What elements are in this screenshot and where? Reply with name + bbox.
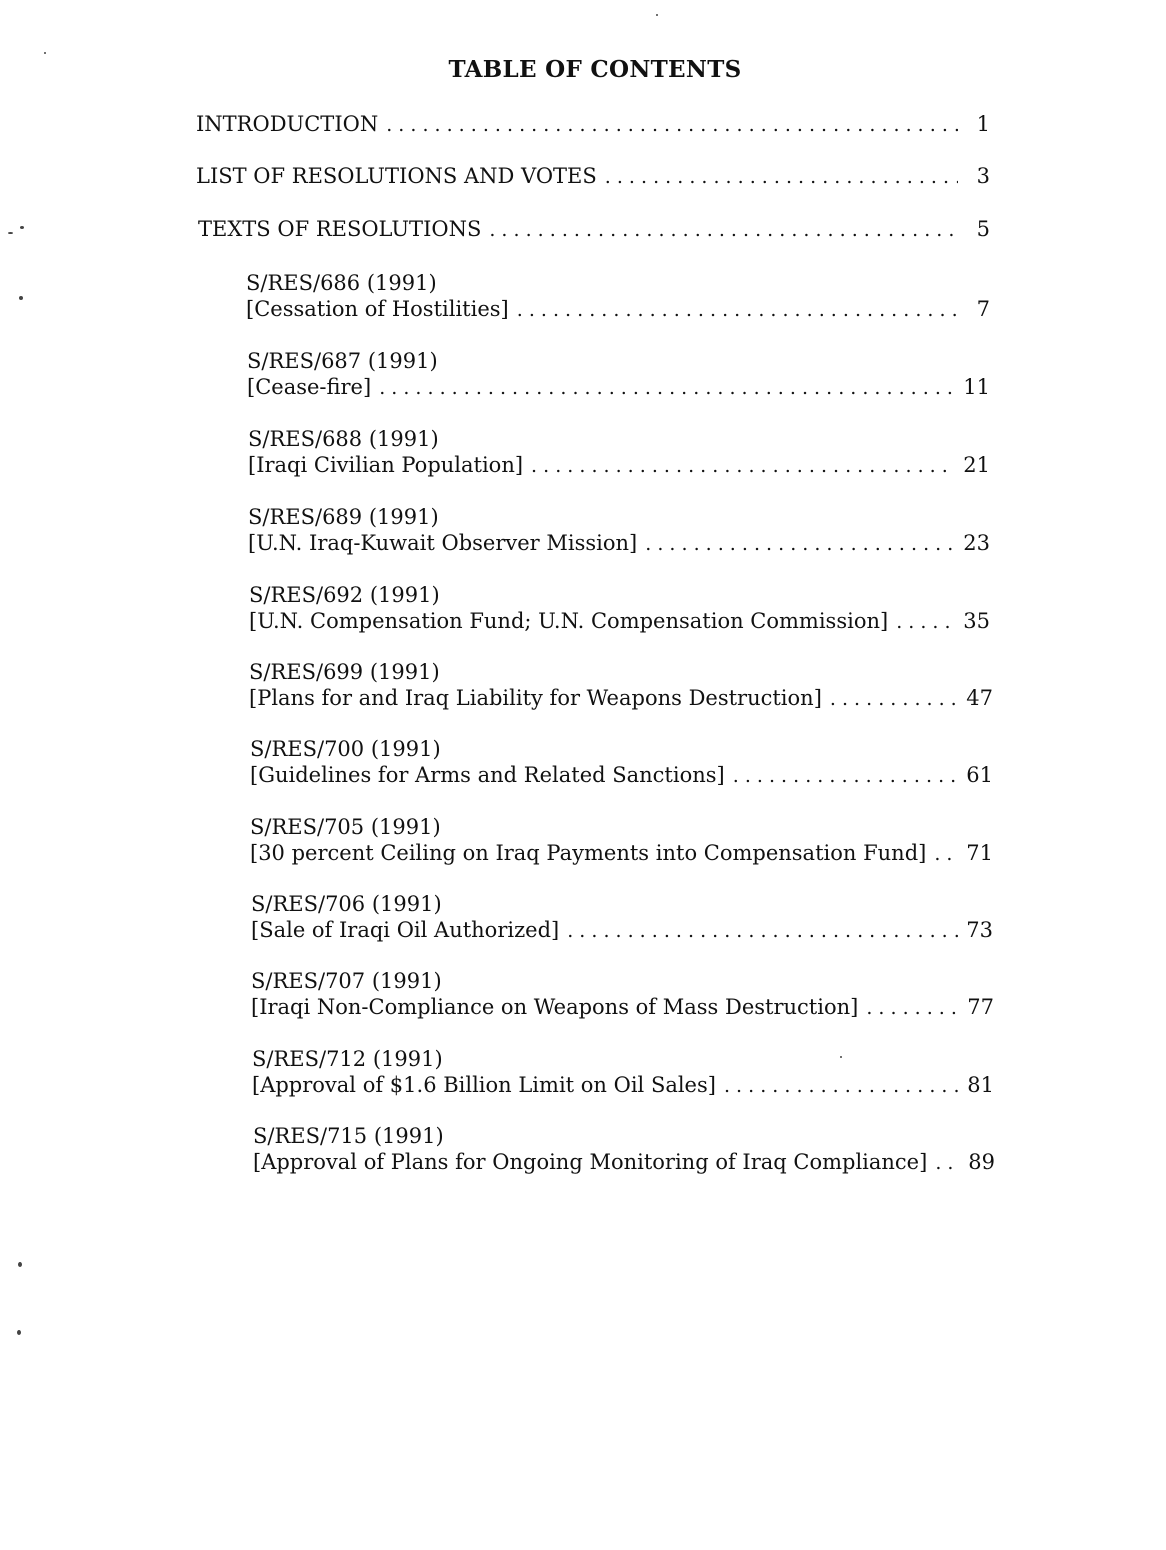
dot-leader [517,297,958,323]
dot-leader [379,375,955,401]
resolution-title: [Plans for and Iraq Liability for Weapons Destruction] [249,686,822,710]
dot-leader [489,219,958,241]
resolution-line [252,1072,994,1099]
scan-speck [44,52,46,54]
toc-resolution-705[interactable] [250,814,993,867]
dot-leader [605,166,958,188]
resolution-line [249,608,990,635]
dot-leader [830,686,958,712]
resolution-id: S/RES/715 (1991) [253,1124,444,1148]
dot-leader [935,1150,960,1176]
resolution-line [248,452,990,479]
resolution-line [246,296,990,323]
dot-leader [896,609,955,635]
resolution-id: S/RES/712 (1991) [252,1047,443,1071]
resolution-id: S/RES/687 (1991) [247,349,438,373]
resolution-id: S/RES/699 (1991) [249,660,440,684]
dot-leader [724,1073,959,1099]
toc-entry-label: TEXTS OF RESOLUTIONS [198,217,482,241]
toc-entry-label: INTRODUCTION [196,112,379,136]
scan-speck [17,1330,21,1335]
resolution-line [253,1149,995,1176]
scan-speck [656,14,658,16]
resolution-page: 77 [967,995,994,1019]
resolution-id: S/RES/688 (1991) [248,427,439,451]
resolution-title: [Sale of Iraqi Oil Authorized] [251,918,560,942]
resolution-title: [Approval of $1.6 Billion Limit on Oil Sales] [252,1073,716,1097]
scan-speck [18,1262,22,1267]
scan-speck [19,296,23,300]
resolution-page: 81 [967,1073,994,1097]
toc-resolution-692[interactable] [249,582,990,635]
toc-resolution-687[interactable] [247,348,990,401]
resolution-page: 23 [963,531,990,555]
resolution-title: [Iraqi Non-Compliance on Weapons of Mass Destruction] [251,995,859,1019]
dot-leader [934,841,958,867]
resolution-page: 61 [966,763,993,787]
toc-entry-page: 1 [976,112,990,136]
toc-resolution-689[interactable] [248,504,990,557]
toc-resolution-688[interactable] [248,426,990,479]
scan-speck [8,232,13,234]
resolution-line [248,530,990,557]
resolution-page: 47 [966,686,993,710]
resolution-line [247,374,990,401]
resolution-page: 35 [963,609,990,633]
toc-entry-label: LIST OF RESOLUTIONS AND VOTES [196,164,597,188]
toc-entry-introduction[interactable] [196,112,990,136]
resolution-line [251,917,993,944]
resolution-id: S/RES/700 (1991) [250,737,441,761]
dot-leader [531,453,955,479]
resolution-id: S/RES/707 (1991) [251,969,442,993]
scan-speck [20,226,24,229]
resolution-title: [Cessation of Hostilities] [246,297,509,321]
resolution-title: [30 percent Ceiling on Iraq Payments into Compensation Fund] [250,841,927,865]
toc-resolution-686[interactable] [246,270,990,323]
resolution-id: S/RES/705 (1991) [250,815,441,839]
resolution-title: [U.N. Iraq-Kuwait Observer Mission] [248,531,638,555]
toc-resolution-699[interactable] [249,659,993,712]
dot-leader [733,763,959,789]
toc-resolution-712[interactable] [252,1046,994,1099]
toc-entry-list-of-resolutions[interactable] [196,164,990,188]
resolution-page: 71 [966,841,993,865]
dot-leader [866,995,959,1021]
resolution-page: 21 [963,453,990,477]
resolution-page: 11 [963,375,990,399]
toc-resolution-707[interactable] [251,968,994,1021]
resolution-line [251,994,994,1021]
resolution-title: [Cease-fire] [247,375,372,399]
resolution-title: [U.N. Compensation Fund; U.N. Compensation Commission] [249,609,889,633]
toc-entry-texts-of-resolutions[interactable] [198,217,990,241]
resolution-line [249,685,993,712]
toc-resolution-715[interactable] [253,1123,995,1176]
resolution-page: 73 [966,918,993,942]
scan-speck [840,1056,842,1058]
resolution-title: [Approval of Plans for Ongoing Monitoring of Iraq Compliance] [253,1150,928,1174]
resolution-id: S/RES/692 (1991) [249,583,440,607]
dot-leader [386,114,958,136]
resolution-id: S/RES/689 (1991) [248,505,439,529]
resolution-title: [Guidelines for Arms and Related Sanctions] [250,763,725,787]
resolution-id: S/RES/686 (1991) [246,271,437,295]
resolution-line [250,762,993,789]
page-title: TABLE OF CONTENTS [448,56,742,83]
toc-entry-page: 5 [976,217,990,241]
toc-resolution-700[interactable] [250,736,993,789]
dot-leader [567,918,958,944]
resolution-page: 89 [968,1150,995,1174]
resolution-id: S/RES/706 (1991) [251,892,442,916]
toc-entry-page: 3 [976,164,990,188]
resolution-title: [Iraqi Civilian Population] [248,453,524,477]
dot-leader [645,531,955,557]
resolution-page: 7 [976,297,990,321]
resolution-line [250,840,993,867]
toc-resolution-706[interactable] [251,891,993,944]
